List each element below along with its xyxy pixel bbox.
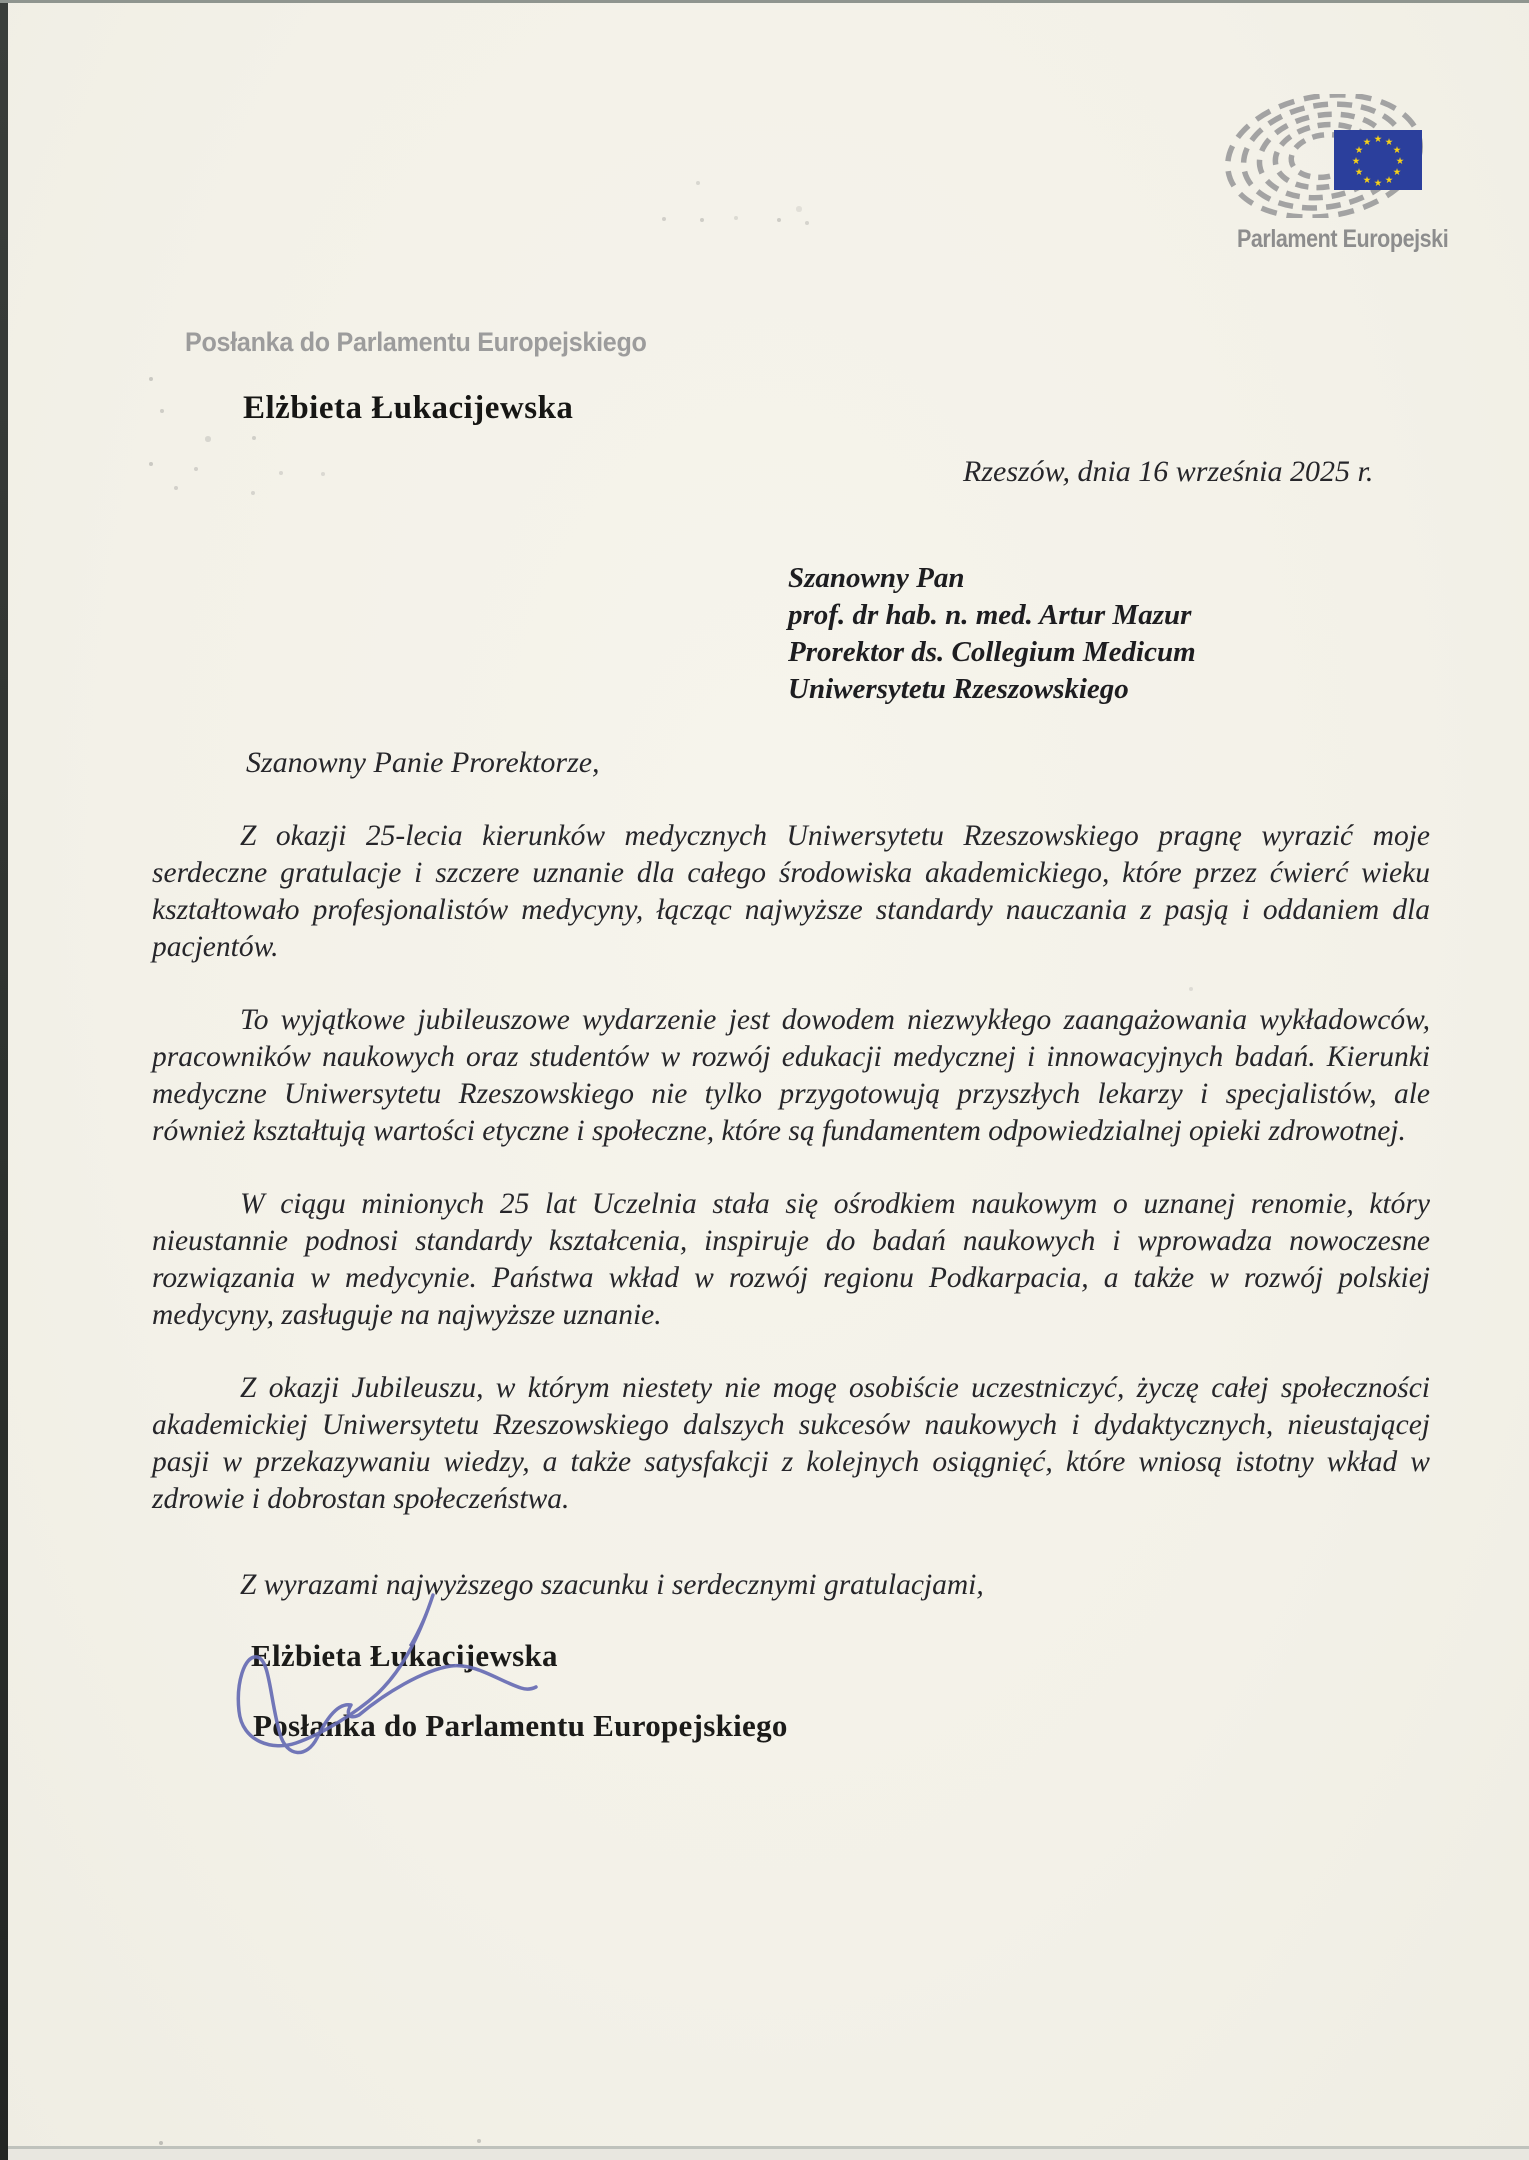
- letter-body: [152, 818, 1430, 1554]
- signature-title: Posłanka do Parlamentu Europejskiego: [253, 1708, 788, 1743]
- logo-caption: Parlament Europejski: [1236, 225, 1449, 253]
- recipient-line: Uniwersytetu Rzeszowskiego: [788, 673, 1129, 705]
- sender-name: Elżbieta Łukacijewska: [243, 390, 574, 426]
- paragraph: W ciągu minionych 25 lat Uczelnia stała się ośrodkiem naukowym o uznanej renomie, który nieustannie podnosi standardy kształcenia, inspiruje do badań naukowych i wprowadza nowoczesne rozwiązania w medycynie. Państwa wkład w rozwój regionu Podkarpacia, a także w rozwój polskiej medycyny, zasługuje na najwyższe uznanie.: [152, 1188, 1430, 1331]
- paragraph: Z okazji 25-lecia kierunków medycznych Uniwersytetu Rzeszowskiego pragnę wyrazić moje serdeczne gratulacje i szczere uznanie dla całego środowiska akademickiego, które przez ćwierć wieku kształtowało profesjonalistów medycyny, łącząc najwyższe standardy nauczania z pasją i oddaniem dla pacjentów.: [152, 820, 1430, 963]
- svg-text:★: ★: [1354, 167, 1364, 178]
- svg-text:★: ★: [1362, 137, 1372, 148]
- paragraph: Z okazji Jubileuszu, w którym niestety nie mogę osobiście uczestniczyć, życzę całej społeczności akademickiej Uniwersytetu Rzeszowskiego dalszych sukcesów naukowych i dydaktycznych, nieustającej pasji w przekazywaniu wiedzy, a także satysfakcji z kolejnych osiągnięć, które wniosą istotny wkład w zdrowie i dobrostan społeczeństwa.: [152, 1372, 1430, 1515]
- signature-name: Elżbieta Łukacijewska: [251, 1638, 558, 1673]
- paragraph: To wyjątkowe jubileuszowe wydarzenie jest dowodem niezwykłego zaangażowania wykładowców, pracowników naukowych oraz studentów w rozwój edukacji medycznej i innowacyjnych badań. Kierunki medyczne Uniwersytetu Rzeszowskiego nie tylko przygotowują przyszłych lekarzy i specjalistów, ale również kształtują wartości etyczne i społeczne, które są fundamentem odpowiedzialnej opieki zdrowotnej.: [152, 1004, 1430, 1147]
- svg-text:★: ★: [1373, 178, 1383, 189]
- svg-text:★: ★: [1351, 156, 1361, 167]
- recipient-line: Szanowny Pan: [788, 562, 965, 594]
- scan-edge-top: [0, 0, 1529, 3]
- dateline: Rzeszów, dnia 16 września 2025 r.: [963, 455, 1374, 488]
- recipient-line: Prorektor ds. Collegium Medicum: [788, 636, 1196, 668]
- recipient-block: [788, 560, 1196, 708]
- svg-text:★: ★: [1354, 145, 1364, 156]
- scan-speckles: [0, 0, 2, 2]
- svg-text:★: ★: [1373, 134, 1383, 145]
- svg-text:★: ★: [1384, 175, 1394, 186]
- handwritten-signature: [170, 1582, 650, 1802]
- recipient-line: prof. dr hab. n. med. Artur Mazur: [788, 599, 1192, 631]
- salutation: Szanowny Panie Prorektorze,: [246, 746, 600, 779]
- svg-text:★: ★: [1392, 167, 1402, 178]
- svg-text:★: ★: [1392, 145, 1402, 156]
- closing-line: Z wyrazami najwyższego szacunku i serdecznymi gratulacjami,: [240, 1569, 984, 1601]
- scan-edge-left: [0, 0, 8, 2160]
- scan-edge-bottom-light: [8, 2149, 1529, 2160]
- sender-role-label: Posłanka do Parlamentu Europejskiego: [185, 327, 647, 357]
- hemicycle-icon: [1222, 94, 1436, 218]
- svg-text:★: ★: [1362, 175, 1372, 186]
- eu-flag: [1334, 130, 1422, 190]
- svg-text:★: ★: [1384, 137, 1394, 148]
- svg-text:★: ★: [1395, 156, 1405, 167]
- eu-parliament-logo: [1222, 94, 1449, 254]
